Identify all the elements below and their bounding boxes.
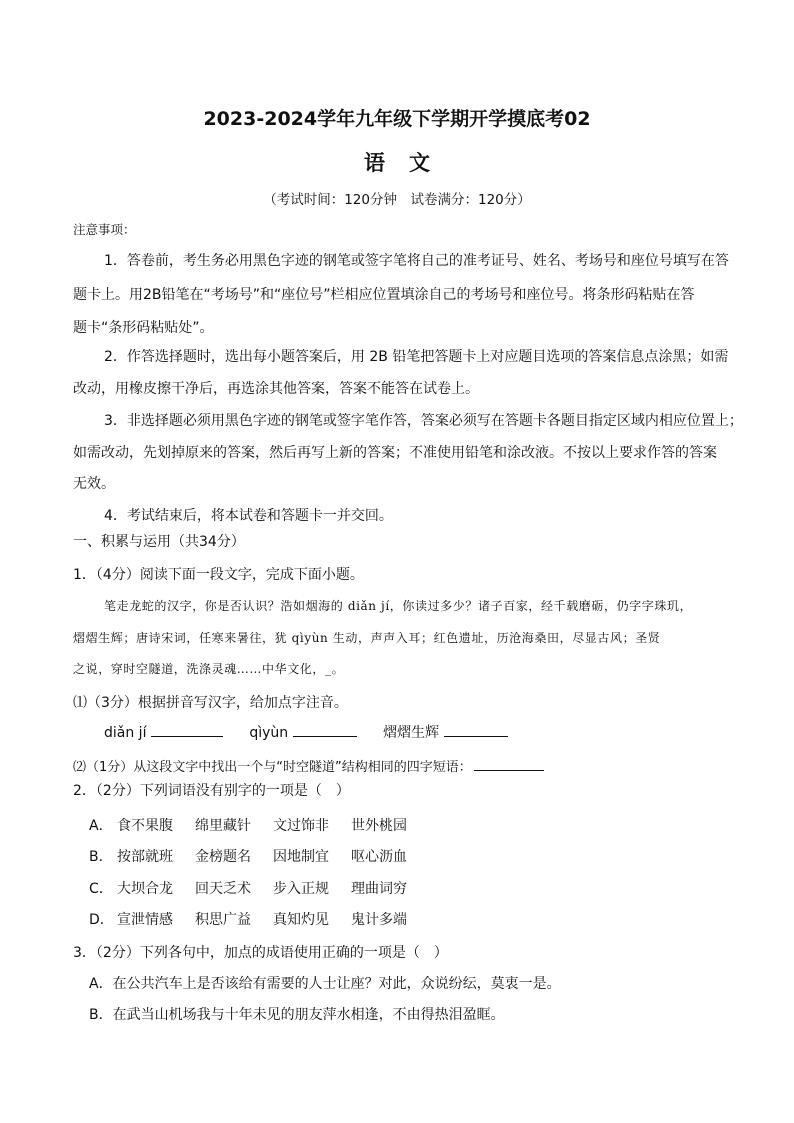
exam-title: 2023-2024学年九年级下学期开学摸底考02	[203, 108, 591, 130]
subject-title: 语文	[364, 151, 454, 175]
notice-line: 1．答卷前，考生务必用黑色字迹的钢笔或签字笔将自己的准考证号、姓名、考场号和座位号填写在答	[104, 253, 729, 269]
notice-line: 改动，用橡皮擦干净后，再选涂其他答案，答案不能答在试卷上。	[73, 381, 479, 397]
notice-line: 2．作答选择题时，选出每小题答案后，用 2B 铅笔把答题卡上对应题目选项的答案信息点涂黑；如需	[104, 349, 729, 365]
option-row[interactable]	[89, 909, 429, 929]
option-word: 大坝合龙	[117, 881, 173, 897]
question-2-stem: 2．（2分）下列词语没有别字的一项是（ ）	[73, 783, 350, 799]
option-row[interactable]	[89, 815, 429, 835]
option-word: 回天乏术	[195, 881, 251, 897]
answer-blank[interactable]	[151, 722, 223, 737]
option-word: 金榜题名	[195, 849, 251, 865]
section-heading: 一、积累与运用（共34分）	[73, 534, 245, 550]
option-word: 真知灼见	[273, 912, 329, 928]
pinyin-prompt: qìyùn	[249, 725, 289, 741]
option-word: 呕心沥血	[351, 849, 407, 865]
option-letter: D．	[89, 912, 114, 928]
option-word: 鬼计多端	[351, 912, 407, 928]
option-word: 绵里藏针	[195, 818, 251, 834]
option-letter: C．	[89, 881, 113, 897]
question-3-stem: 3．（2分）下列各句中，加点的成语使用正确的一项是（ ）	[73, 945, 448, 961]
notice-line: 3．非选择题必须用黑色字迹的钢笔或签字笔作答，答案必须写在答题卡各题目指定区域内相应位置上；	[104, 413, 743, 429]
notice-line: 题卡“条形码粘贴处”。	[73, 320, 214, 336]
answer-blank[interactable]	[474, 756, 544, 771]
option-word: 步入正规	[273, 881, 329, 897]
option-word: 宣泄情感	[117, 912, 173, 928]
notice-heading: 注意事项：	[73, 222, 136, 237]
option-row[interactable]: A．在公共汽车上是否该给有需要的人士让座？对此，众说纷纭，莫衷一是。	[89, 976, 561, 992]
notice-line: 题卡上。用2B铅笔在“考场号”和“座位号”栏相应位置填涂自己的考场号和座位号。将条形码粘贴在答	[73, 287, 695, 303]
answer-blank[interactable]	[293, 722, 357, 737]
question-1-sub2-text: ⑵（1分）从这段文字中找出一个与“时空隧道”结构相同的四字短语：	[73, 760, 472, 775]
question-1-stem: 1．（4分）阅读下面一段文字，完成下面小题。	[73, 567, 364, 583]
option-word: 按部就班	[117, 849, 173, 865]
question-1-sub2	[73, 756, 544, 775]
option-word: 文过饰非	[273, 818, 329, 834]
passage-line: 笔走龙蛇的汉字，你是否认识？浩如烟海的 diǎn jí，你读过多少？诸子百家，经千载磨砺，仍字字珠玑，	[104, 599, 693, 613]
option-word: 因地制宜	[273, 849, 329, 865]
option-letter: B．	[89, 849, 113, 865]
answer-blank[interactable]	[444, 722, 508, 737]
question-1-sub1: ⑴（3分）根据拼音写汉字，给加点字注音。	[73, 695, 348, 711]
passage-line: 之说，穿时空隧道，洗涤灵魂……中华文化，_。	[73, 662, 345, 676]
fill-blank-row	[104, 722, 508, 742]
passage-line: 熠熠生辉；唐诗宋词，任寒来暑往，犹 qìyùn 生动，声声入耳；红色遗址，历沧海桑田，尽显古风；圣贤	[73, 631, 661, 645]
option-letter: A．	[89, 818, 113, 834]
option-row[interactable]	[89, 846, 429, 866]
option-word: 理曲词穷	[351, 881, 407, 897]
option-word: 世外桃园	[351, 818, 407, 834]
option-row[interactable]: B．在武当山机场我与十年未见的朋友萍水相逢，不由得热泪盈眶。	[89, 1007, 505, 1023]
char-prompt: 熠熠生辉	[383, 725, 440, 741]
notice-line: 无效。	[73, 476, 115, 492]
notice-line: 4．考试结束后，将本试卷和答题卡一并交回。	[104, 508, 393, 524]
option-word: 积思广益	[195, 912, 251, 928]
option-word: 食不果腹	[117, 818, 173, 834]
option-row[interactable]	[89, 878, 429, 898]
notice-line: 如需改动，先划掉原来的答案，然后再写上新的答案；不准使用铅笔和涂改液。不按以上要求作答的答案	[73, 445, 717, 461]
pinyin-prompt: diǎn jí	[104, 725, 147, 741]
exam-info: （考试时间：120分钟 试卷满分：120分）	[263, 192, 531, 208]
